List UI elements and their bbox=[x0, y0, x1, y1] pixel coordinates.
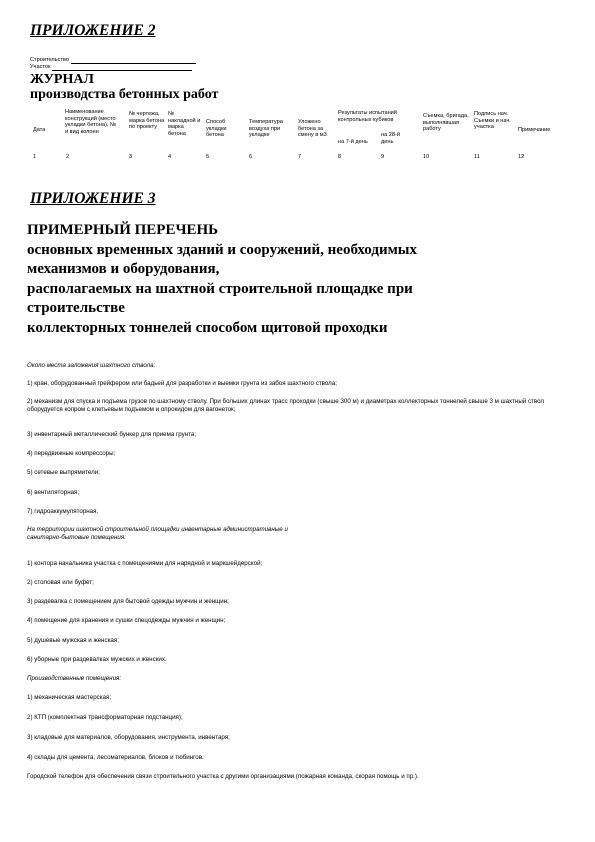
section2-heading: На территории шахтной строительной площадки инвентарные административные и санитарно-бытовые помещения: bbox=[27, 526, 288, 541]
list-title-line: ПРИМЕРНЫЙ ПЕРЕЧЕНЬ bbox=[27, 222, 219, 238]
list-item: 7) гидроаккумуляторная. bbox=[27, 508, 99, 515]
construction-field bbox=[30, 57, 196, 64]
table-header-brigade: Съемка, бригада, выполнявшая работу bbox=[423, 113, 469, 132]
table-header-temperature: Температура воздуха при укладке bbox=[249, 119, 283, 138]
construction-label: Строительство bbox=[30, 57, 69, 63]
list-item: 5) душевые мужская и женская; bbox=[27, 637, 119, 644]
column-number: 7 bbox=[298, 154, 302, 160]
table-header-method: Способ укладки бетона bbox=[206, 119, 227, 138]
table-subheader-28day: на 28-й день bbox=[381, 132, 400, 145]
list-title-line: строительстве bbox=[27, 300, 125, 316]
appendix2-title: ПРИЛОЖЕНИЕ 2 bbox=[30, 22, 156, 39]
appendix3-title: ПРИЛОЖЕНИЕ 3 bbox=[30, 190, 156, 207]
table-header-volume: Уложено бетона за смену в м3 bbox=[298, 119, 327, 138]
list-item: 4) помещение для хранения и сушки спецодежды мужчин и женщин; bbox=[27, 617, 226, 624]
list-item: 6) вентиляторная; bbox=[27, 489, 80, 496]
table-header-date: Дата bbox=[33, 127, 46, 133]
column-number: 11 bbox=[474, 154, 480, 160]
list-item: 1) механическая мастерская; bbox=[27, 694, 112, 701]
list-item: 4) склады для цемента, лесоматериалов, блоков и тюбингов. bbox=[27, 754, 204, 761]
table-header-signature: Подпись нач. Съемки и нач. участка bbox=[474, 111, 511, 130]
list-item: 2) столовая или буфет; bbox=[27, 579, 94, 586]
list-item: 2) механизм для спуска и подъема грузов по шахтному стволу. При больших длинах трасс проходки (свыше 300 м) и диаметрах коллекторных тоннелей свыше 3 м шахтный ствол оборудуется копром с клетьевым подъемом и опрокидом для вагонеток; bbox=[27, 398, 545, 413]
list-item: 2) КТП (комплектная трансформаторная подстанция); bbox=[27, 714, 183, 721]
column-number: 4 bbox=[168, 154, 172, 160]
column-number: 6 bbox=[249, 154, 253, 160]
table-subheader-7day: на 7-й день bbox=[338, 139, 368, 145]
list-item: 6) уборные при раздевалках мужских и женских. bbox=[27, 656, 167, 663]
site-label: Участок bbox=[30, 64, 51, 70]
list-item: 3) инвентарный металлический бункер для приема грунта; bbox=[27, 431, 197, 438]
table-header-structure: Наименование конструкций (место укладки бетона), № и вид колонн bbox=[65, 109, 116, 135]
list-item: 3) кладовые для материалов, оборудования, инструмента, инвентаря; bbox=[27, 734, 230, 741]
journal-title-line1: ЖУРНАЛ bbox=[30, 72, 94, 87]
table-header-cube-results: Результаты испытаний контрольных кубиков bbox=[338, 110, 397, 123]
column-number: 9 bbox=[381, 154, 385, 160]
column-number: 5 bbox=[206, 154, 210, 160]
list-item: 1) контора начальника участка с помещениями для нарядной и маркшейдерской; bbox=[27, 560, 263, 567]
table-header-invoice: № накладной и марка бетона bbox=[168, 111, 201, 137]
list-title-line: коллекторных тоннелей способом щитовой проходки bbox=[27, 319, 388, 336]
construction-line bbox=[71, 58, 196, 64]
list-title bbox=[27, 221, 567, 338]
list-title-line: основных временных зданий и сооружений, необходимых bbox=[27, 241, 418, 258]
list-item: 3) раздевалка с помещением для бытовой одежды мужчин и женщин; bbox=[27, 598, 229, 605]
column-number: 12 bbox=[518, 154, 525, 160]
list-item: 5) сетевые выпрямители; bbox=[27, 469, 100, 476]
list-item: Городской телефон для обеспечения связи строительного участка с другими организациями (пожарная команда, скорая помощь и пр.). bbox=[27, 773, 419, 780]
table-header-notes: Примечание bbox=[518, 127, 551, 133]
section1-heading: Около места заложения шахтного ствола: bbox=[27, 362, 156, 369]
list-item: 4) передвижные компрессоры; bbox=[27, 450, 116, 457]
journal-title bbox=[30, 72, 218, 102]
list-title-line: механизмов и оборудования, bbox=[27, 261, 220, 277]
column-number: 8 bbox=[338, 154, 342, 160]
column-number: 2 bbox=[66, 154, 70, 160]
list-item: 1) кран, оборудованный грейфером или бадьей для разработки и выемки грунта из забоя шахтного ствола; bbox=[27, 380, 337, 387]
column-number: 3 bbox=[129, 154, 133, 160]
list-title-line: располагаемых на шахтной строительной площадке при bbox=[27, 280, 413, 297]
column-number: 10 bbox=[423, 154, 430, 160]
site-line bbox=[52, 65, 192, 71]
table-header-drawing: № чертежа, марка бетона по проекту bbox=[129, 111, 165, 130]
column-number: 1 bbox=[33, 154, 37, 160]
journal-title-line2: производства бетонных работ bbox=[30, 87, 219, 102]
section3-heading: Производственные помещения: bbox=[27, 675, 122, 682]
site-field bbox=[30, 64, 192, 71]
